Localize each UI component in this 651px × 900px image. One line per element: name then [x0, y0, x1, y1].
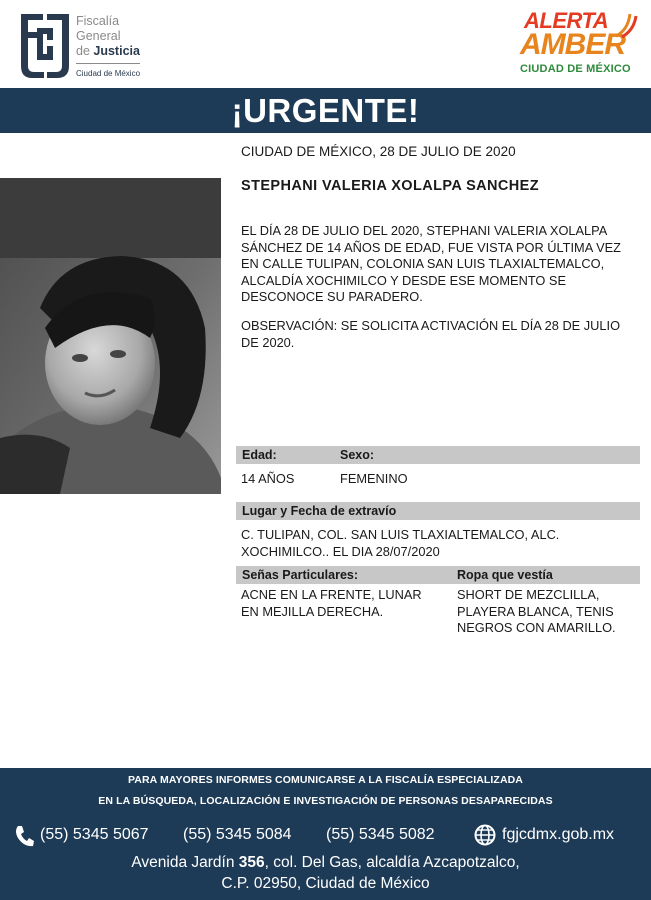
marks-value: ACNE EN LA FRENTE, LUNAR EN MEJILLA DERECHA. [241, 587, 422, 619]
address-prefix: Avenida Jardín [131, 854, 239, 871]
place-label: Lugar y Fecha de extravío [242, 504, 397, 518]
clothes-label: Ropa que vestía [457, 568, 553, 582]
missing-person-photo [0, 178, 221, 494]
footer-info-line1: PARA MAYORES INFORMES COMUNICARSE A LA FISCALÍA ESPECIALIZADA [127, 774, 523, 786]
address-suffix: , col. Del Gas, alcaldía Azcapotzalco, [264, 854, 520, 871]
address-line1 [0, 854, 651, 872]
sex-label: Sexo: [340, 448, 375, 462]
marks-label: Señas Particulares: [242, 568, 359, 582]
footer [0, 768, 651, 900]
alerta-amber-logo [518, 6, 642, 80]
phone-2[interactable]: (55) 5345 5084 [183, 826, 292, 843]
phone-3[interactable]: (55) 5345 5082 [326, 826, 435, 843]
age-sex-header-bar [236, 446, 640, 464]
fgj-logo-icon [18, 10, 72, 78]
place-value: C. TULIPAN, COL. SAN LUIS TLAXIALTEMALCO, ALC. XOCHIMILCO.. EL DIA 28/07/2020 [241, 527, 560, 559]
fgj-line3-prefix: de [76, 44, 94, 58]
missing-person-name: STEPHANI VALERIA XOLALPA SANCHEZ [241, 178, 539, 194]
place-header-bar [236, 502, 640, 520]
amber-waves-icon [614, 10, 640, 38]
date-line: CIUDAD DE MÉXICO, 28 DE JULIO DE 2020 [241, 144, 516, 159]
fgj-line2: General [76, 29, 121, 43]
photo-image [0, 178, 221, 494]
footer-info-line2: EN LA BÚSQUEDA, LOCALIZACIÓN E INVESTIGACIÓN DE PERSONAS DESAPARECIDAS [98, 795, 553, 807]
sex-value: FEMENINO [340, 471, 408, 486]
phone-1[interactable]: (55) 5345 5067 [40, 826, 149, 843]
urgent-banner: ¡URGENTE! [0, 88, 651, 133]
fgj-subtitle: Ciudad de México [76, 63, 140, 81]
address-number: 356 [238, 854, 265, 871]
phone-icon [14, 825, 34, 847]
case-observation: OBSERVACIÓN: SE SOLICITA ACTIVACIÓN EL DÍA 28 DE JULIO DE 2020. [241, 318, 621, 350]
clothes-value: SHORT DE MEZCLILLA, PLAYERA BLANCA, TENIS NEGROS CON AMARILLO. [457, 587, 616, 635]
amber-line1: ALERTA [524, 8, 609, 33]
marks-clothes-header-bar [236, 566, 640, 584]
address-line2: C.P. 02950, Ciudad de México [221, 875, 430, 892]
age-label: Edad: [242, 448, 277, 462]
fgj-line3-strong: Justicia [93, 44, 140, 58]
fgj-name [76, 14, 140, 81]
website-link[interactable]: fgjcdmx.gob.mx [502, 826, 615, 843]
globe-icon [474, 824, 496, 846]
fgj-line1: Fiscalía [76, 14, 120, 28]
case-description: EL DÍA 28 DE JULIO DEL 2020, STEPHANI VALERIA XOLALPA SÁNCHEZ DE 14 AÑOS DE EDAD, FUE VISTA POR ÚLTIMA VEZ EN CALLE TULIPAN, COLONIA SAN LUIS TLAXIALTEMALCO, ALCALDÍA XOCHIMILCO Y DESDE ESE MOMENTO SE DESCONOCE SU PARADERO. [241, 223, 621, 304]
amber-line2: AMBER [520, 28, 625, 61]
contact-row [14, 824, 644, 850]
header [0, 0, 651, 88]
age-value: 14 AÑOS [241, 471, 295, 486]
amber-line3: CIUDAD DE MÉXICO [520, 63, 631, 75]
